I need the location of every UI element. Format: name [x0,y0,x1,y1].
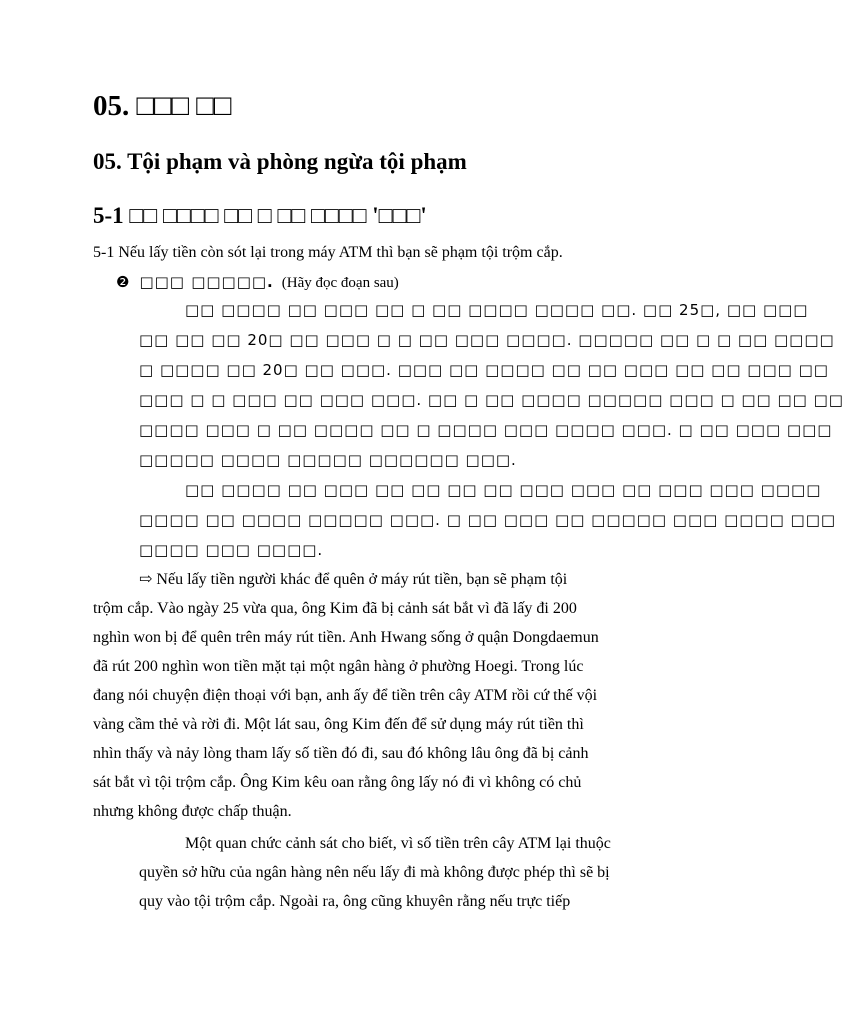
vietnamese-line: Một quan chức cảnh sát cho biết, vì số tiền trên cây ATM lại thuộc [185,835,611,852]
instruction-marker-icon: ❷ [116,275,130,291]
korean-line: □ □□□□ □□ 20□ □□ □□□. □□□ □□ □□□□ □□ □□ □□□ □□ □□ □□□ □□ [139,361,829,379]
vietnamese-line: trộm cắp. Vào ngày 25 vừa qua, ông Kim đã bị cảnh sát bắt vì đã lấy đi 200 [93,600,577,617]
vietnamese-line: đang nói chuyện điện thoại với bạn, anh ấy để tiền trên cây ATM rồi cứ thế vội [93,687,598,704]
korean-line: □□ □□□□ □□ □□□ □□ □ □□ □□□□ □□□□ □□. □□ 25□, □□ □□□ [185,301,809,319]
heading-korean: 05. □□□ □□ [93,90,232,122]
vietnamese-line: ⇨ Nếu lấy tiền người khác để quên ở máy rút tiền, bạn sẽ phạm tội [139,571,568,588]
vietnamese-line: quy vào tội trộm cắp. Ngoài ra, ông cũng khuyên rằng nếu trực tiếp [139,893,571,910]
korean-line: □□□ □ □ □□□ □□ □□□ □□□. □□ □ □□ □□□□ □□□□□ □□□ □ □□ □□ □□ [139,391,844,409]
instruction [116,270,399,295]
korean-line: □□□□ □□ □□□□ □□□□□ □□□. □ □□ □□□ □□ □□□□□ □□□ □□□□ □□□ [139,511,837,529]
vietnamese-line: quyền sở hữu của ngân hàng nên nếu lấy đi mà không được phép thì sẽ bị [139,864,610,881]
heading-vietnamese: 05. Tội phạm và phòng ngừa tội phạm [93,149,467,174]
vietnamese-line: nhưng không được chấp thuận. [93,803,292,820]
vietnamese-line: vàng cầm thẻ và rời đi. Một lát sau, ông Kim đến để sử dụng máy rút tiền thì [93,716,584,733]
vietnamese-line: sát bắt vì tội trộm cắp. Ông Kim kêu oan rằng ông lấy nó đi vì không có chủ [93,774,582,791]
vietnamese-line: nhìn thấy và nảy lòng tham lấy số tiền đó đi, sau đó không lâu ông đã bị cảnh [93,745,589,762]
korean-line: □□□□ □□□ □ □□ □□□□ □□ □ □□□□ □□□ □□□□ □□□. □ □□ □□□ □□□ [139,421,833,439]
korean-line: □□ □□□□ □□ □□□ □□ □□ □□ □□ □□□ □□□ □□ □□□ □□□ □□□□ [185,481,822,499]
section-translation: 5-1 Nếu lấy tiền còn sót lại trong máy ATM thì bạn sẽ phạm tội trộm cắp. [93,244,563,261]
instruction-korean: □□□ □□□□□. [139,273,274,291]
instruction-vietnamese: (Hãy đọc đoạn sau) [281,275,399,291]
korean-line: □□□□ □□□ □□□□. [139,541,324,559]
korean-line: □□ □□ □□ 20□ □□ □□□ □ □ □□ □□□ □□□□. □□□□□ □□ □ □ □□ □□□□ [139,331,835,349]
section-heading: 5-1 □□ □□□□ □□ □ □□ □□□□ '□□□' [93,203,427,228]
korean-line: □□□□□ □□□□ □□□□□ □□□□□□ □□□. [139,451,517,469]
vietnamese-line: nghìn won bị để quên trên máy rút tiền. Anh Hwang sống ở quận Dongdaemun [93,629,599,646]
vietnamese-line: đã rút 200 nghìn won tiền mặt tại một ngân hàng ở phường Hoegi. Trong lúc [93,658,584,675]
